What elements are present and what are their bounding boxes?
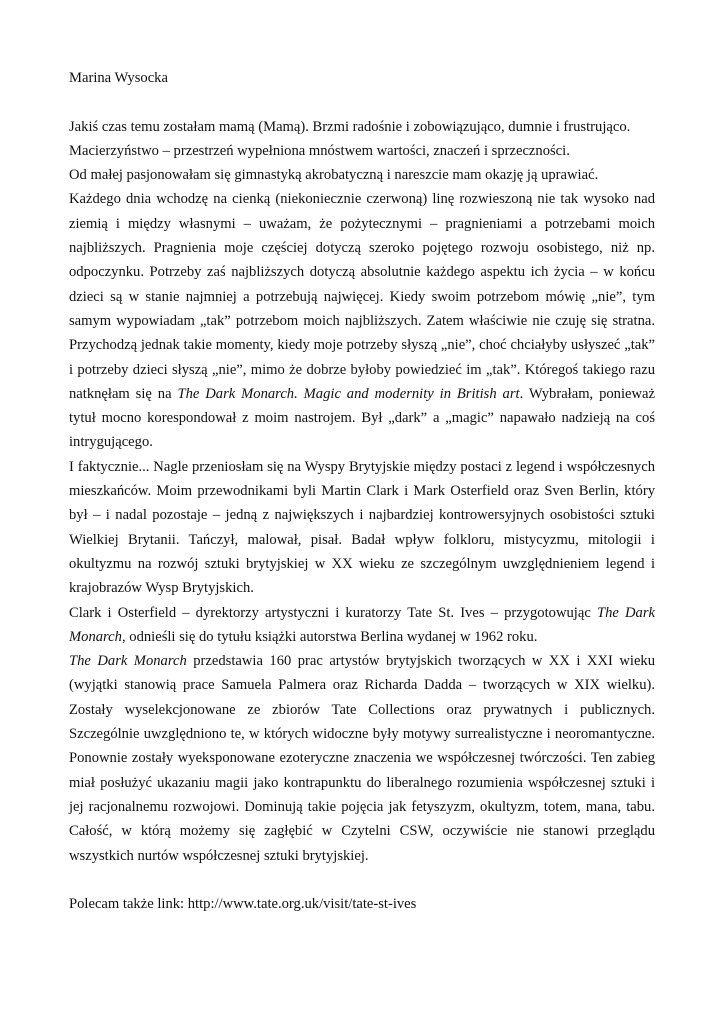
author-name: Marina Wysocka — [69, 70, 168, 86]
paragraph-british-isles: I faktycznie... Nagle przeniosłam się na Wyspy Brytyjskie między postaci z legend i współczesnych mieszkańców. Moim przewodnikami byli Martin Clark i Mark Osterfield oraz Sven Berlin, który był – i nadal pozostaje – jedną z największych i najbardziej kontrowersyjnych osobistości sztuki Wielkiej Brytanii. Tańczył, malował, pisał. Badał wpływ folkloru, mistycyzmu, mitologii i okultyzmu na rozwój sztuki brytyjskiej w XX wieku ze szczególnym uwzględnieniem legend i krajobrazów Wysp Brytyjskich. — [69, 458, 655, 597]
text-run: Każdego dnia wchodzę na cienką (niekoniecznie czerwoną) linę rozwieszoną nie tak wysoko nad ziemią i między własnymi – uważam, że pożytecznymi – pragnieniami a potrzebami moich najbliższych. Pragnienia moje częściej dotyczą szeroko pojętego rozwoju osobistego, niż np. odpoczynku. Potrzeby zaś najbliższych dotyczą absolutnie każdego aspektu ich życia – w końcu dzieci są w stanie najmniej a potrzebują najwięcej. Kiedy swoim potrzebom mówię „nie”, tym samym wypowiadam „tak” potrzebom moich najbliższych. Zatem właściwie nie czuję się stratna. Przychodzą jednak takie momenty, kiedy moje potrzeby słyszą „nie”, choć chciałyby usłyszeć „tak” i potrzeby dzieci słyszą „nie”, mimo że dobrze byłoby powiedzieć im „tak”. Któregoś takiego razu natknęłam się na — [69, 191, 655, 402]
text-run: przedstawia 160 prac artystów brytyjskich tworzących w XX i XXI wieku (wyjątki stanowią prace Samuela Palmera oraz Richarda Dadda – tworzących w XIX wielku). Zostały wyselekcjonowane ze zbiorów Tate Collections oraz prywatnych i publicznych. Szczególnie uwzględniono te, w których widoczne były motywy surrealistyczne i neoromantyczne. Ponownie zostały wyeksponowane ezoteryczne znaczenia we współczesnej twórczości. Ten zabieg miał posłużyć ukazaniu magii jako kontrapunktu do liberalnego rozumienia współczesnej sztuki i jej racjonalnemu rozwojowi. Dominują takie pojęcia jak fetyszyzm, okultyzm, totem, mana, tabu. Całość, w którą możemy się zagłębić w Czytelni CSW, oczywiście nie stanowi przeglądu wszystkich nurtów współczesnej sztuki brytyjskiej. — [69, 653, 656, 864]
exhibition-title: The Dark Monarch — [69, 604, 655, 645]
paragraph-curators — [69, 601, 655, 650]
paragraph-motherhood: Macierzyństwo – przestrzeń wypełniona mnóstwem wartości, znaczeń i sprzeczności. — [69, 142, 570, 159]
paragraph-tightrope — [69, 187, 655, 454]
article-body — [69, 115, 655, 868]
document-page — [69, 66, 655, 916]
text-run: , odnieśli się do tytułu książki autorstwa Berlina wydanej w 1962 roku. — [121, 628, 538, 645]
recommended-link: Polecam także link: http://www.tate.org.uk/visit/tate-st-ives — [69, 896, 417, 913]
exhibition-title: The Dark Monarch — [69, 653, 187, 670]
book-title: The Dark Monarch. Magic and modernity in British art — [177, 385, 520, 402]
paragraph-intro: Jakiś czas temu zostałam mamą (Mamą). Brzmi radośnie i zobowiązująco, dumnie i frustrująco. — [69, 118, 631, 135]
text-run: Clark i Osterfield – dyrektorzy artystyczni i kuratorzy Tate St. Ives – przygotowując — [69, 604, 591, 621]
paragraph-gymnastics: Od małej pasjonowałam się gimnastyką akrobatyczną i nareszcie mam okazję ją uprawiać. — [69, 167, 599, 184]
paragraph-exhibition — [69, 649, 655, 868]
text-run: . Wybrałam, ponieważ tytuł mocno korespondował z moim nastrojem. Był „dark” a „magic” napawało nadzieją na coś intrygującego. — [69, 385, 656, 451]
